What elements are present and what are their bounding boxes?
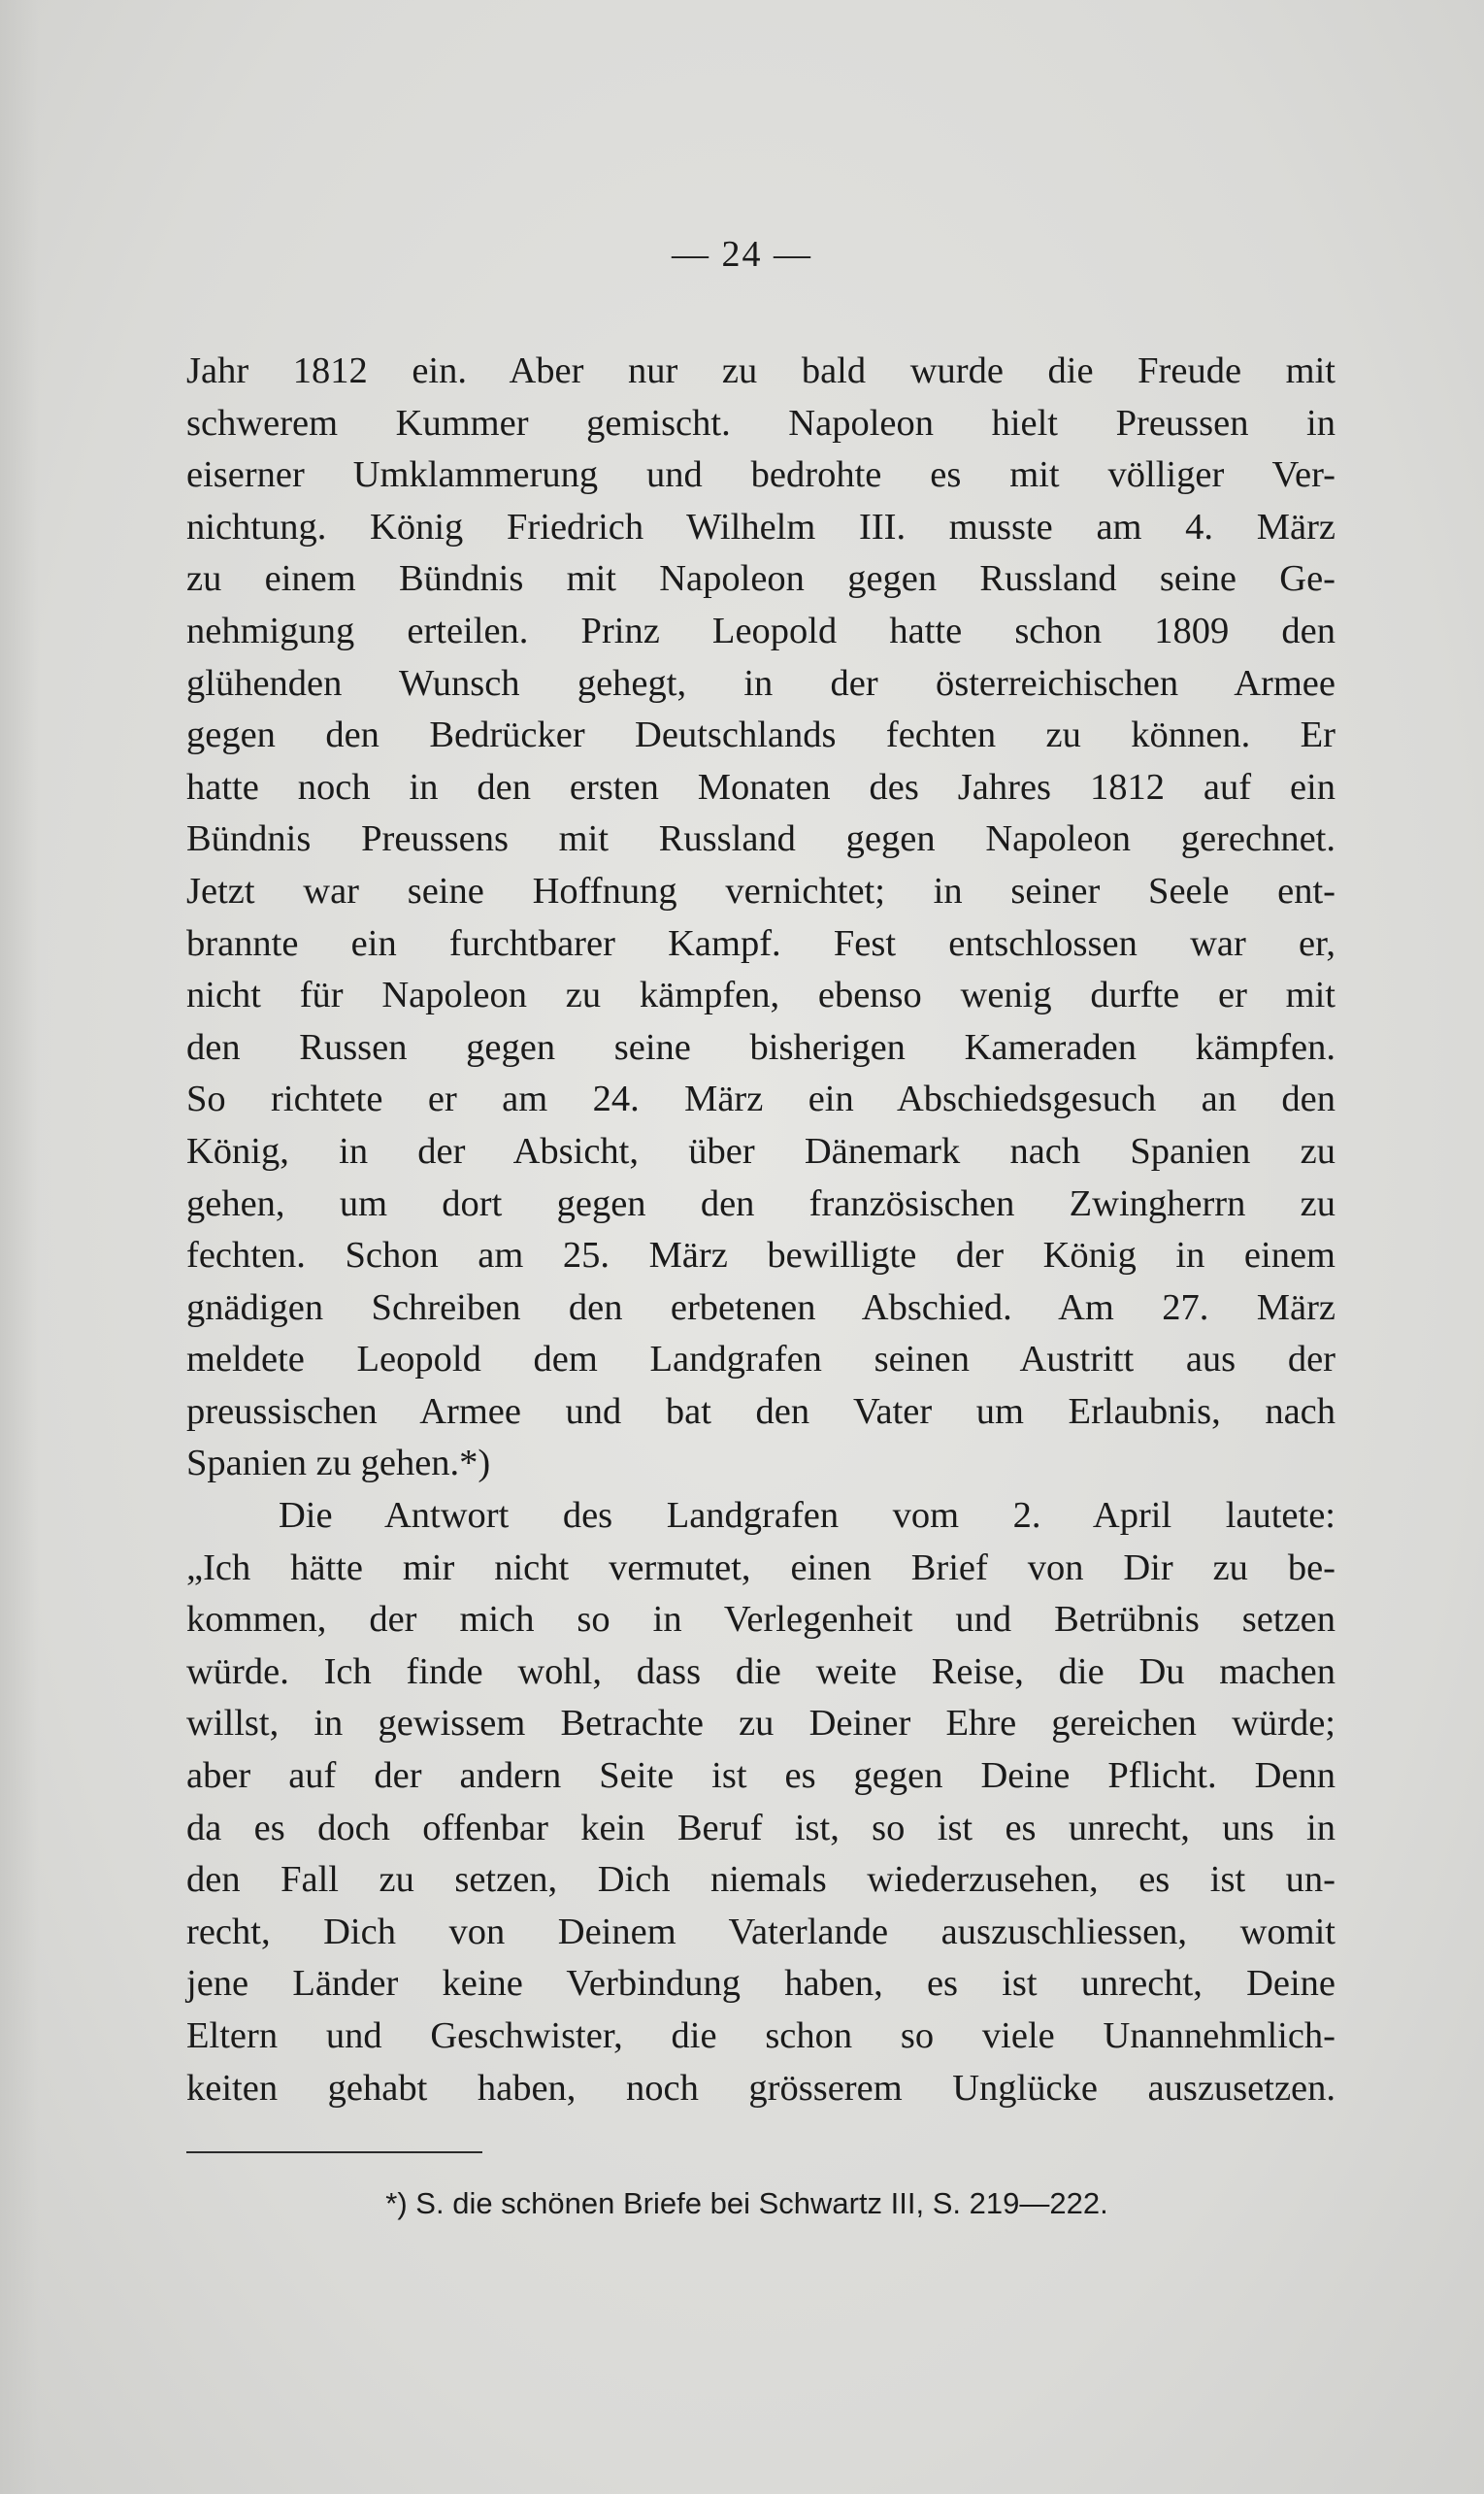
text-line: eiserner Umklammerung und bedrohte es mit völliger Ver- (186, 454, 1336, 496)
text-line: fechten. Schon am 25. März bewilligte der König in einem (186, 1235, 1336, 1277)
footnote-divider (186, 2151, 482, 2153)
text-line: Die Antwort des Landgrafen vom 2. April lautete: (279, 1495, 1336, 1537)
page-edge-shadow (0, 0, 39, 2494)
text-line: gnädigen Schreiben den erbetenen Abschied. Am 27. März (186, 1286, 1336, 1328)
text-line: brannte ein furchtbarer Kampf. Fest entschlossen war er, (186, 922, 1336, 964)
text-line: keiten gehabt haben, noch grösserem Unglücke auszusetzen. (186, 2067, 1336, 2109)
text-line: hatte noch in den ersten Monaten des Jahres 1812 auf ein (186, 766, 1336, 808)
text-line: den Russen gegen seine bisherigen Kameraden kämpfen. (186, 1026, 1336, 1068)
text-line: preussischen Armee und bat den Vater um Erlaubnis, nach (186, 1390, 1336, 1432)
text-line: würde. Ich finde wohl, dass die weite Reise, die Du machen (186, 1650, 1336, 1692)
text-line: aber auf der andern Seite ist es gegen Deine Pflicht. Denn (186, 1755, 1336, 1797)
body-text (186, 346, 1336, 2114)
text-line: gehen, um dort gegen den französischen Zwingherrn zu (186, 1182, 1336, 1224)
text-line: Spanien zu gehen.*) (186, 1443, 491, 1484)
page-number: — 24 — (672, 234, 812, 275)
text-line: meldete Leopold dem Landgrafen seinen Austritt aus der (186, 1339, 1336, 1380)
text-line: „Ich hätte mir nicht vermutet, einen Brief von Dir zu be- (186, 1546, 1336, 1588)
text-line: jene Länder keine Verbindung haben, es ist unrecht, Deine (186, 1963, 1336, 2005)
text-line: zu einem Bündnis mit Napoleon gegen Russland seine Ge- (186, 558, 1336, 600)
text-line: glühenden Wunsch gehegt, in der österreichischen Armee (186, 662, 1336, 704)
text-line: kommen, der mich so in Verlegenheit und Betrübnis setzen (186, 1599, 1336, 1641)
text-line: Jahr 1812 ein. Aber nur zu bald wurde die Freude mit (186, 350, 1336, 391)
text-line: Jetzt war seine Hoffnung vernichtet; in seiner Seele ent- (186, 870, 1336, 912)
text-line: nicht für Napoleon zu kämpfen, ebenso wenig durfte er mit (186, 975, 1336, 1016)
text-line: schwerem Kummer gemischt. Napoleon hielt Preussen in (186, 402, 1336, 444)
text-line: nehmigung erteilen. Prinz Leopold hatte schon 1809 den (186, 610, 1336, 651)
text-line: nichtung. König Friedrich Wilhelm III. musste am 4. März (186, 506, 1336, 548)
text-line: da es doch offenbar kein Beruf ist, so ist es unrecht, uns in (186, 1807, 1336, 1848)
text-line: recht, Dich von Deinem Vaterlande auszuschliessen, womit (186, 1911, 1336, 1952)
text-line: den Fall zu setzen, Dich niemals wiederzusehen, es ist un- (186, 1859, 1336, 1901)
text-line: So richtete er am 24. März ein Abschiedsgesuch an den (186, 1079, 1336, 1120)
text-line: gegen den Bedrücker Deutschlands fechten zu können. Er (186, 715, 1336, 756)
text-line: Bündnis Preussens mit Russland gegen Napoleon gerechnet. (186, 818, 1336, 860)
footnote: *) S. die schönen Briefe bei Schwartz III, S. 219—222. (385, 2186, 1108, 2220)
text-line: willst, in gewissem Betrachte zu Deiner Ehre gereichen würde; (186, 1703, 1336, 1745)
text-line: König, in der Absicht, über Dänemark nach Spanien zu (186, 1130, 1336, 1172)
text-line: Eltern und Geschwister, die schon so viele Unannehmlich- (186, 2015, 1336, 2056)
